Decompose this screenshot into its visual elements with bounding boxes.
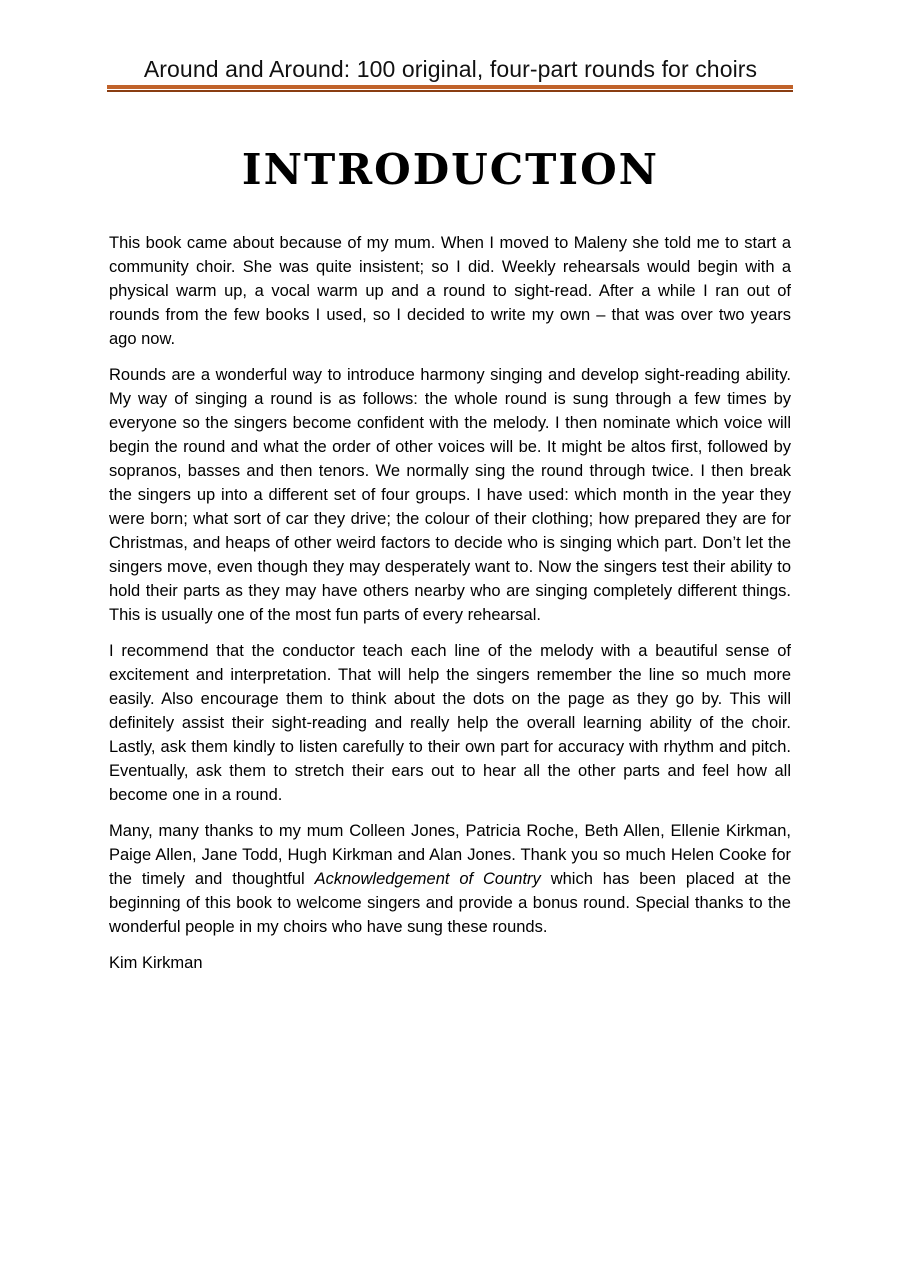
introduction-body xyxy=(109,231,791,987)
paragraph-method: Rounds are a wonderful way to introduce harmony singing and develop sight-reading ability. My way of singing a round is as follows: the whole round is sung through a few times by everyone so the singers become confident with the melody. I then nominate which voice will begin the round and what the order of other voices will be. It might be altos first, followed by sopranos, basses and then tenors. We normally sing the round through twice. I then break the singers up into a different set of four groups. I have used: which month in the year they were born; what sort of car they drive; the colour of their clothing; how prepared they are for Christmas, and heaps of other weird factors to decide who is singing which part. Don’t let the singers move, even though they may desperately want to. Now the singers test their ability to hold their parts as they may have others nearby who are singing completely different things. This is usually one of the most fun parts of every rehearsal. xyxy=(109,366,791,624)
thanks-text-start: Many, many thanks to my mum Colleen Jones, Patricia Roche, Beth Allen, Ellenie Kirkman, Paige Allen, Jane Todd, Hugh Kirkman and Alan Jones. Thank you so much Helen Cooke for the timely and thoughtful xyxy=(109,822,791,888)
header-rule-underline xyxy=(107,90,793,92)
paragraph-origin: This book came about because of my mum. When I moved to Maleny she told me to start a community choir. She was quite insistent; so I did. Weekly rehearsals would begin with a physical warm up, a vocal warm up and a round to sight-read. After a while I ran out of rounds from the few books I used, so I decided to write my own – that was over two years ago now. xyxy=(109,234,791,348)
thanks-text-end: which has been placed at the beginning of this book to welcome singers and provide a bonus round. Special thanks to the wonderful people in my choirs who have sung these rounds. xyxy=(109,870,791,936)
paragraph-thanks xyxy=(109,819,791,939)
header-rule xyxy=(107,85,793,89)
paragraph-recommendation: I recommend that the conductor teach each line of the melody with a beautiful sense of excitement and interpretation. That will help the singers remember the line so much more easily. Also encourage them to think about the dots on the page as they go by. This will definitely assist their sight-reading and really help the overall learning ability of the choir. Lastly, ask them kindly to listen carefully to their own part for accuracy with rhythm and pitch. Eventually, ask them to stretch their ears out to hear all the other parts and feel how all become one in a round. xyxy=(109,642,791,804)
acknowledgement-title: Acknowledgement of Country xyxy=(314,870,541,888)
page-title: INTRODUCTION xyxy=(241,145,660,194)
signature: Kim Kirkman xyxy=(109,954,203,972)
running-header: Around and Around: 100 original, four-part rounds for choirs xyxy=(143,56,758,82)
